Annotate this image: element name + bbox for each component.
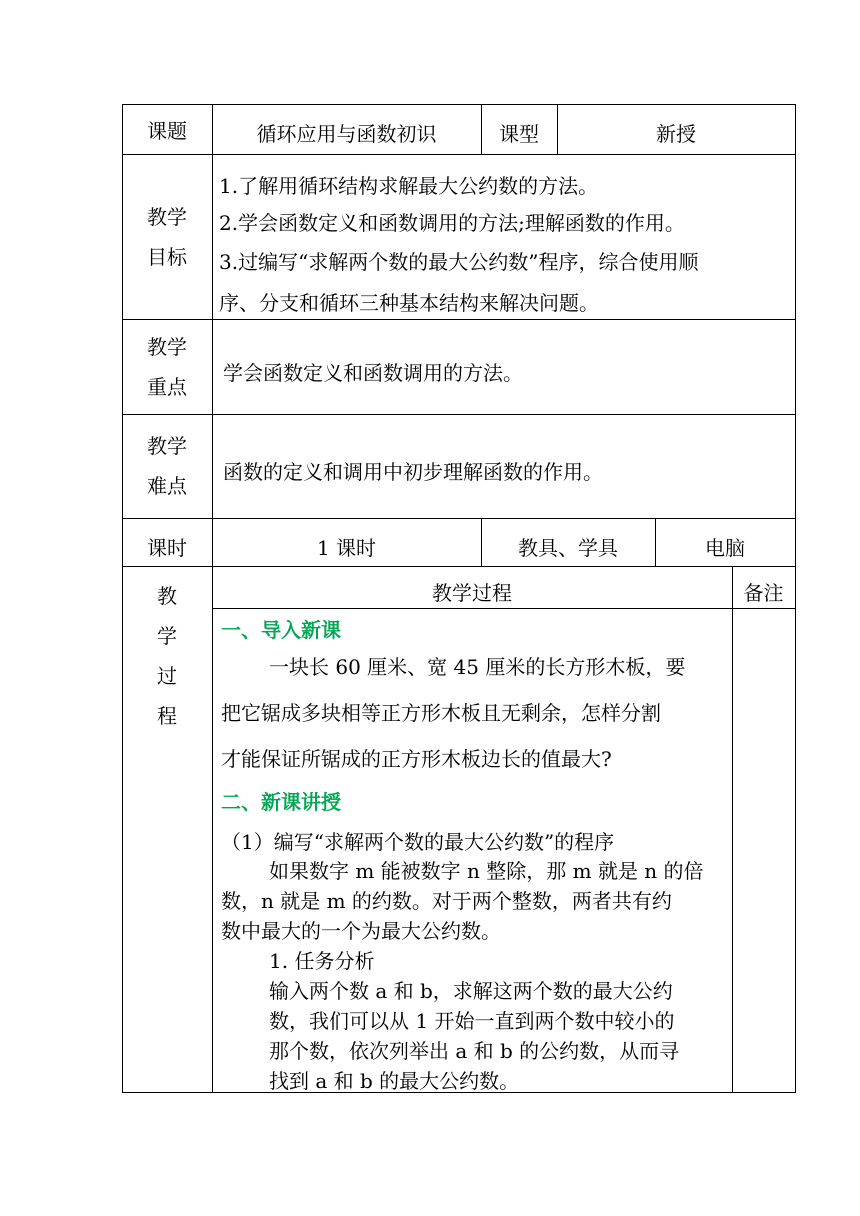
section-1-line-3: 才能保证所锯成的正方形木板边长的值最大? bbox=[221, 747, 612, 771]
task-line-2: 数，我们可以从 1 开始一直到两个数中较小的 bbox=[269, 1009, 675, 1033]
process-label-char-3: 过 bbox=[157, 664, 177, 688]
objectives-label bbox=[122, 154, 212, 319]
paragraph-line-2: 数，n 就是 m 的约数。对于两个整数，两者共有约 bbox=[221, 889, 672, 913]
section-2-title: 二、新课讲授 bbox=[221, 790, 341, 814]
task-line-1: 输入两个数 a 和 b，求解这两个数的最大公约 bbox=[269, 979, 673, 1003]
table-border-right bbox=[795, 104, 796, 1093]
notes-header: 备注 bbox=[743, 580, 784, 605]
difficulties-label-line-2: 难点 bbox=[147, 474, 187, 498]
key-points-label-line-2: 重点 bbox=[147, 374, 187, 399]
key-points-label-line-1: 教学 bbox=[147, 334, 187, 359]
notes-col-divider bbox=[732, 566, 733, 1093]
process-label-char-2: 学 bbox=[157, 624, 177, 648]
section-1-title: 一、导入新课 bbox=[221, 618, 341, 642]
objective-line-2: 2.学会函数定义和函数调用的方法;理解函数的作用。 bbox=[219, 211, 685, 235]
key-points-text: 学会函数定义和函数调用的方法。 bbox=[223, 361, 523, 385]
row-divider bbox=[122, 319, 796, 320]
hours-label: 课时 bbox=[147, 535, 187, 560]
difficulties-label-line-1: 教学 bbox=[147, 434, 187, 458]
key-points-label bbox=[122, 319, 212, 414]
tools-value: 电脑 bbox=[705, 535, 745, 560]
paragraph-line-3: 数中最大的一个为最大公约数。 bbox=[221, 919, 501, 943]
type-value: 新授 bbox=[656, 121, 696, 146]
program-sub-heading: （1）编写“求解两个数的最大公约数”的程序 bbox=[221, 830, 615, 854]
section-1-line-2: 把它锯成多块相等正方形木板且无剩余，怎样分割 bbox=[221, 701, 661, 725]
topic-value: 循环应用与函数初识 bbox=[256, 121, 437, 146]
task-line-3: 那个数，依次列举出 a 和 b 的公约数，从而寻 bbox=[269, 1039, 680, 1063]
task-line-4: 找到 a 和 b 的最大公约数。 bbox=[269, 1069, 520, 1093]
process-label-char-1: 教 bbox=[157, 584, 177, 608]
task-heading: 1. 任务分析 bbox=[269, 949, 375, 973]
objective-line-3: 3.过编写“求解两个数的最大公约数”程序，综合使用顺 bbox=[219, 250, 699, 274]
tools-label: 教具、学具 bbox=[518, 535, 618, 560]
hours-value: 1 课时 bbox=[316, 535, 377, 560]
objective-line-4: 序、分支和循环三种基本结构来解决问题。 bbox=[219, 291, 599, 315]
difficulties-text: 函数的定义和调用中初步理解函数的作用。 bbox=[223, 460, 603, 484]
section-1-line-1: 一块长 60 厘米、宽 45 厘米的长方形木板，要 bbox=[269, 655, 686, 679]
process-header: 教学过程 bbox=[432, 580, 512, 605]
type-label: 课型 bbox=[499, 121, 539, 146]
row-divider bbox=[122, 414, 796, 415]
objective-line-1: 1.了解用循环结构求解最大公约数的方法。 bbox=[219, 174, 599, 198]
paragraph-line-1: 如果数字 m 能被数字 n 整除，那 m 就是 n 的倍 bbox=[269, 859, 704, 883]
objectives-label-line-2: 目标 bbox=[147, 244, 187, 269]
process-label-char-4: 程 bbox=[157, 704, 177, 728]
objectives-label-line-1: 教学 bbox=[147, 204, 187, 229]
difficulties-label bbox=[122, 414, 212, 518]
topic-label: 课题 bbox=[147, 118, 187, 143]
